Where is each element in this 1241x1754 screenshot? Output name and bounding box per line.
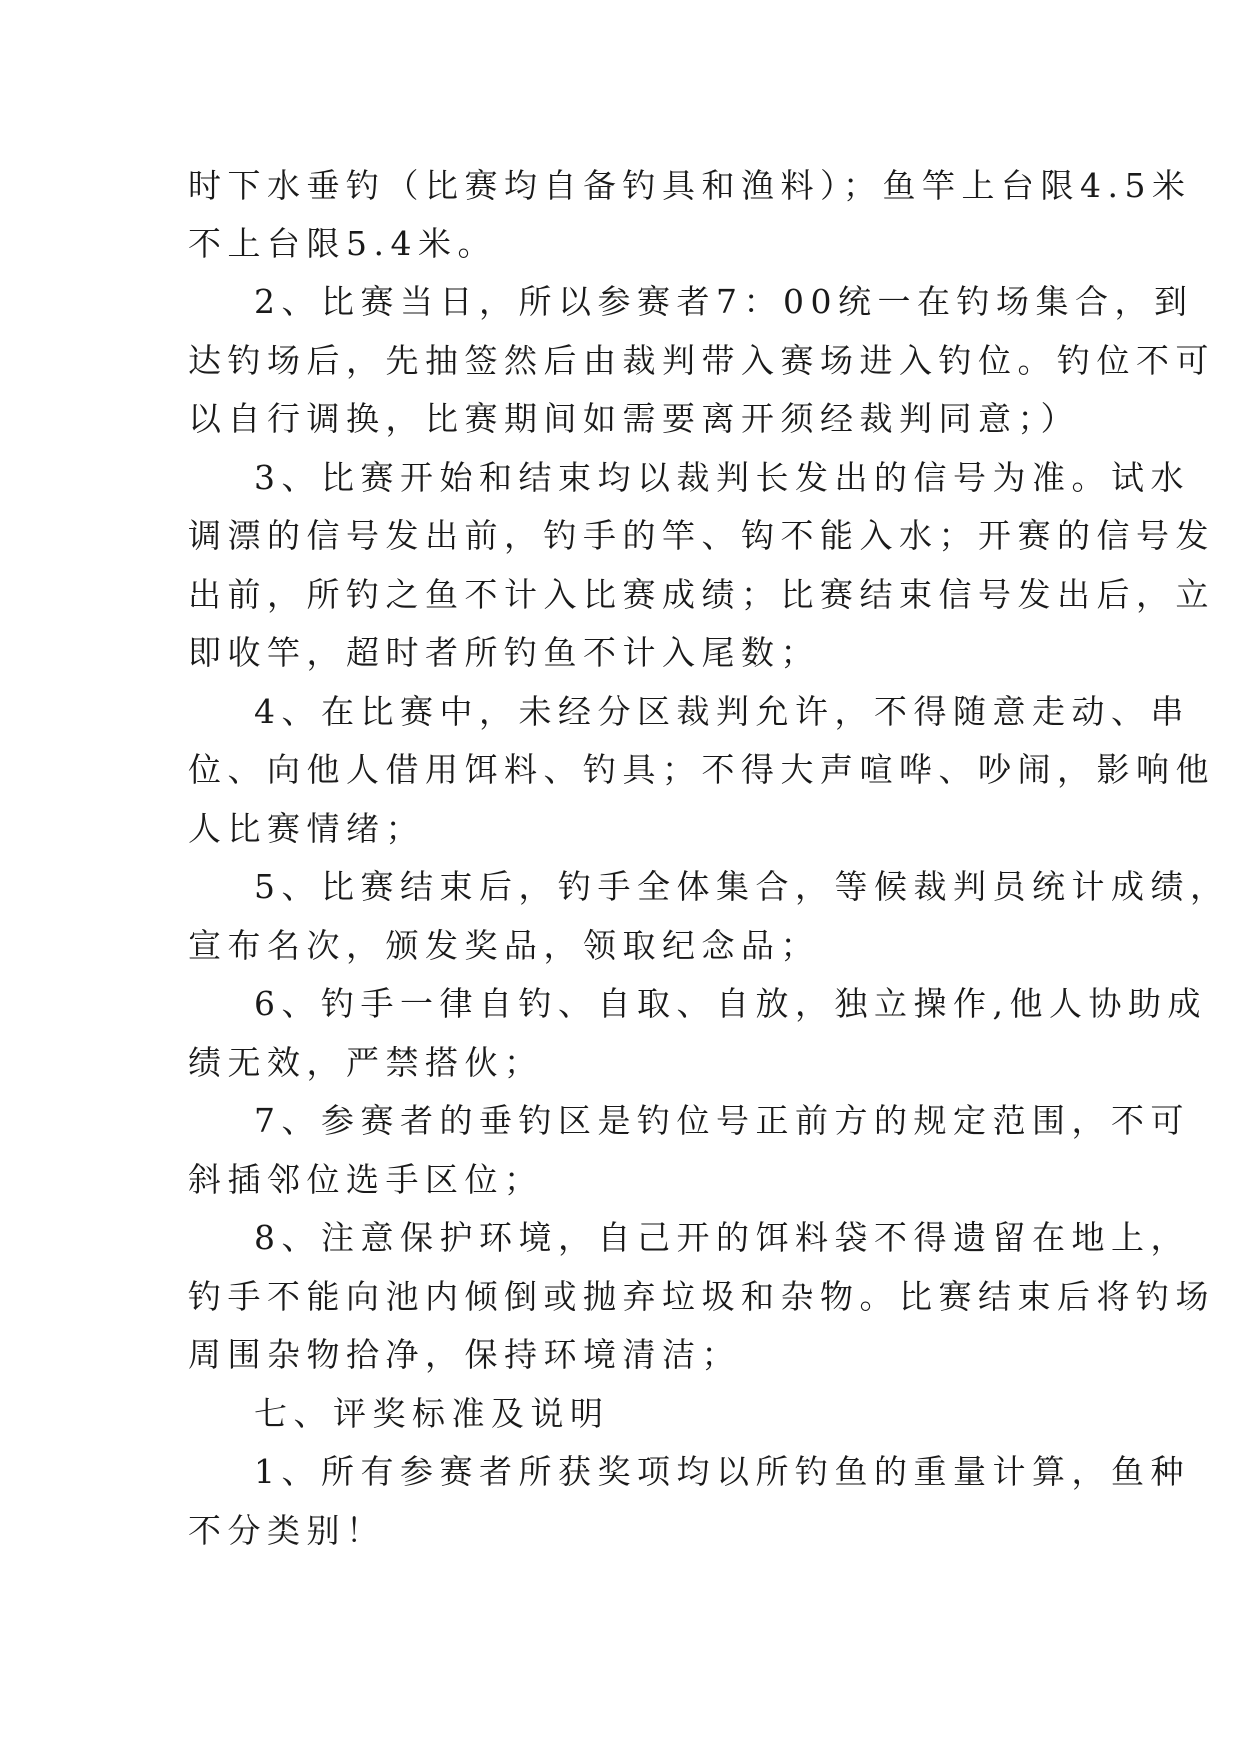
paragraph-first-line: 4、在比赛中，未经分区裁判允许，不得随意走动、串: [254, 692, 1190, 731]
paragraph-first-line: 3、比赛开始和结束均以裁判长发出的信号为准。试水: [254, 458, 1190, 497]
paragraph-first-line: 2、比赛当日，所以参赛者7：00统一在钓场集合，到: [254, 282, 1194, 321]
text-line: 周围杂物拾净，保持环境清洁；: [188, 1335, 741, 1374]
text-line: 以自行调换，比赛期间如需要离开须经裁判同意；）: [188, 399, 1080, 438]
text-line: 不上台限5.4米。: [188, 224, 497, 263]
text-line: 调漂的信号发出前，钓手的竿、钩不能入水；开赛的信号发: [188, 516, 1215, 555]
text-line: 达钓场后，先抽签然后由裁判带入赛场进入钓位。钓位不可: [188, 341, 1215, 380]
section-heading: 七、评奖标准及说明: [254, 1394, 610, 1433]
text-line: 位、向他人借用饵料、钓具；不得大声喧哗、吵闹，影响他: [188, 750, 1215, 789]
text-line: 斜插邻位选手区位；: [188, 1160, 544, 1199]
text-line: 出前，所钓之鱼不计入比赛成绩；比赛结束信号发出后，立: [188, 575, 1215, 614]
text-line: 时下水垂钓（比赛均自备钓具和渔料）；鱼竿上台限4.5米: [188, 166, 1192, 205]
text-line: 即收竿，超时者所钓鱼不计入尾数；: [188, 633, 820, 672]
paragraph-first-line: 7、参赛者的垂钓区是钓位号正前方的规定范围，不可: [254, 1101, 1190, 1140]
text-line: 绩无效，严禁搭伙；: [188, 1043, 544, 1082]
text-line: 钓手不能向池内倾倒或抛弃垃圾和杂物。比赛结束后将钓场: [188, 1277, 1215, 1316]
paragraph-first-line: 8、注意保护环境，自己开的饵料袋不得遗留在地上，: [254, 1218, 1190, 1257]
text-line: 人比赛情绪；: [188, 809, 425, 848]
paragraph-first-line: 6、钓手一律自钓、自取、自放，独立操作,他人协助成: [254, 984, 1207, 1023]
text-line: 不分类别！: [188, 1511, 386, 1550]
paragraph-first-line: 5、比赛结束后，钓手全体集合，等候裁判员统计成绩，: [254, 867, 1230, 906]
text-line: 宣布名次，颁发奖品，领取纪念品；: [188, 926, 820, 965]
paragraph-first-line: 1、所有参赛者所获奖项均以所钓鱼的重量计算，鱼种: [254, 1452, 1190, 1491]
